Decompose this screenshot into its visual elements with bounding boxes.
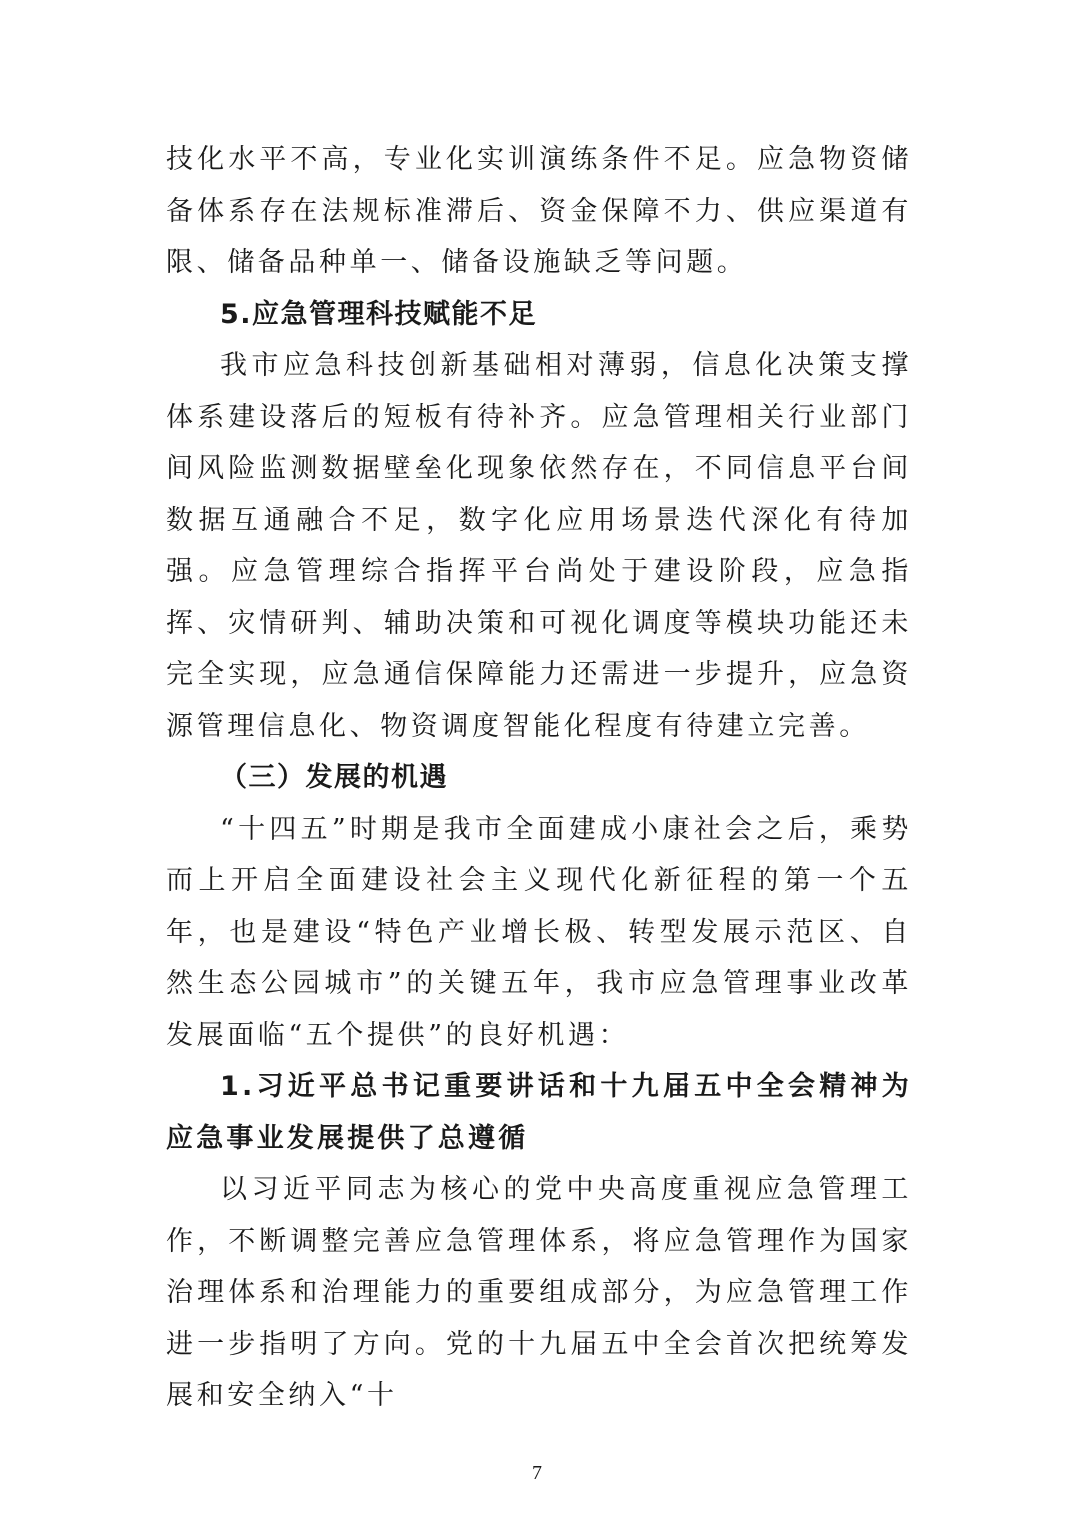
paragraph-14th-five-year: “十四五”时期是我市全面建成小康社会之后，乘势而上开启全面建设社会主义现代化新征程的第一个五年，也是建设“特色产业增长极、转型发展示范区、自然生态公园城市”的关键五年，我市应急管理事业改革发展面临“五个提供”的良好机遇： <box>166 813 912 1051</box>
heading-speech-guidance: 1.习近平总书记重要讲话和十九届五中全会精神为应急事业发展提供了总遵循 <box>166 1071 912 1154</box>
page-number: 7 <box>532 1462 542 1484</box>
paragraph-tech-weakness: 我市应急科技创新基础相对薄弱，信息化决策支撑体系建设落后的短板有待补齐。应急管理相关行业部门间风险监测数据壁垒化现象依然存在，不同信息平台间数据互通融合不足，数字化应用场景迭代深化有待加强。应急管理综合指挥平台尚处于建设阶段，应急指挥、灾情研判、辅助决策和可视化调度等模块功能还未完全实现，应急通信保障能力还需进一步提升，应急资源管理信息化、物资调度智能化程度有待建立完善。 <box>166 350 912 742</box>
section-heading-opportunities: （三）发展的机遇 <box>220 762 448 793</box>
paragraph-party-central: 以习近平同志为核心的党中央高度重视应急管理工作，不断调整完善应急管理体系，将应急管理作为国家治理体系和治理能力的重要组成部分，为应急管理工作进一步指明了方向。党的十九届五中全会首次把统筹发展和安全纳入“十 <box>166 1174 912 1411</box>
heading-tech-empowerment: 5.应急管理科技赋能不足 <box>220 298 538 330</box>
paragraph-continued: 技化水平不高，专业化实训演练条件不足。应急物资储备体系存在法规标准滞后、资金保障不力、供应渠道有限、储备品种单一、储备设施缺乏等问题。 <box>166 144 912 278</box>
document-body <box>166 134 912 1422</box>
